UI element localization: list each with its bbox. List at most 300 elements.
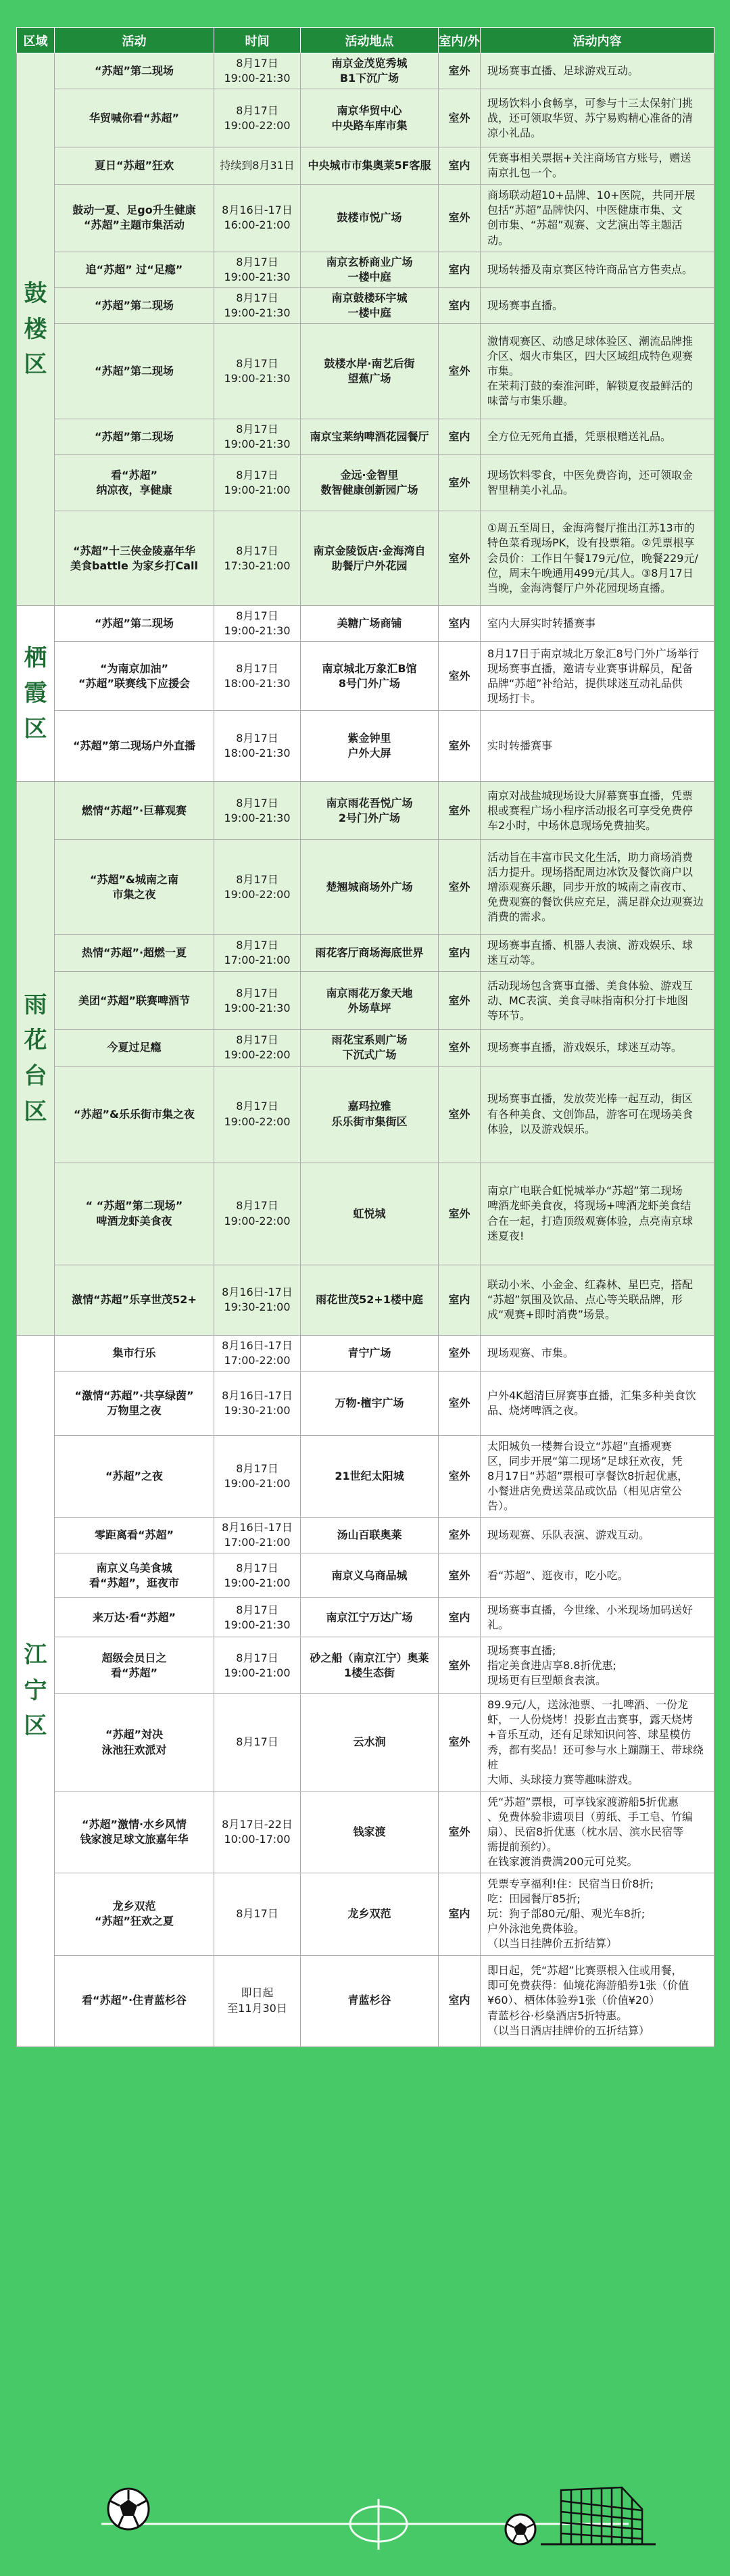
activity-cell	[55, 1955, 214, 2046]
place-cell-line: 南京雨花吾悦广场	[326, 796, 413, 810]
content-cell-line: +音乐互动，还有足球知识问答、球星模仿	[487, 1728, 691, 1741]
content-cell-line: 增添观赛乐趣，同步开放的城南之南夜市、	[487, 880, 694, 893]
indoor-outdoor-cell: 室外	[439, 1335, 481, 1371]
content-cell-line: 户外泳池免费体验。	[487, 1922, 585, 1936]
time-cell-line: 18:00-21:30	[224, 676, 291, 690]
district-name-char: 区	[24, 1712, 47, 1740]
place-cell	[301, 1163, 439, 1265]
time-cell	[214, 1030, 301, 1066]
activity-cell-line: 今夏过足瘾	[107, 1041, 162, 1054]
content-cell	[481, 935, 714, 972]
content-cell-line: 有各种美食、文创饰品，游客可在现场美食	[487, 1107, 694, 1121]
indoor-outdoor-cell: 室内	[439, 1955, 481, 2046]
header-indoor-outdoor: 室内/外	[439, 28, 481, 53]
time-cell-line: 持续到8月31日	[220, 159, 295, 172]
content-cell-line: 扇）、民宿8折优惠（枕水居、滨水民宿等	[487, 1825, 684, 1838]
indoor-outdoor-cell: 室外	[439, 782, 481, 840]
time-cell	[214, 323, 301, 419]
activity-cell-line: 追“苏超” 过“足瘾”	[85, 262, 183, 276]
activity-cell	[55, 1791, 214, 1873]
soccer-ball-icon	[108, 2489, 149, 2529]
table-row	[17, 935, 714, 972]
soccer-ball-icon	[506, 2514, 535, 2544]
content-cell-line: 活动现场包含赛事直播、美食体验、游戏互	[487, 979, 694, 992]
indoor-outdoor-cell: 室外	[439, 840, 481, 935]
content-cell-line: 礼。	[487, 1618, 510, 1631]
time-cell	[214, 1598, 301, 1637]
activity-cell-line: “苏超”&乐乐街市集之夜	[74, 1107, 195, 1121]
content-cell	[481, 252, 714, 287]
district-section	[17, 606, 714, 782]
content-cell-line: 会员价：工作日午餐179元/位，晚餐229元/	[487, 551, 698, 565]
activity-cell	[55, 840, 214, 935]
place-cell	[301, 840, 439, 935]
indoor-outdoor-cell: 室外	[439, 185, 481, 252]
place-cell-line: 一楼中庭	[347, 270, 391, 283]
activity-cell	[55, 782, 214, 840]
activity-cell	[55, 1873, 214, 1955]
time-cell	[214, 711, 301, 782]
content-cell-line: 品、烧烤啤酒之夜。	[487, 1403, 585, 1417]
time-cell-line: 19:00-21:30	[224, 1001, 291, 1014]
content-cell-line: 现场赛事直播;	[487, 1643, 556, 1657]
activity-cell-line: “ “苏超”第二现场”	[85, 1199, 183, 1213]
activity-cell	[55, 53, 214, 89]
place-cell-line: 南京城北万象汇B馆	[322, 661, 417, 675]
activity-cell-line: “苏超”第二现场	[94, 364, 174, 377]
content-cell-line: 联动小米、小金金、红森林、星巴克，搭配	[487, 1278, 694, 1291]
content-cell-line: 战，还可领取华贸、苏宁易购精心准备的清	[487, 111, 694, 124]
content-cell-line: 在钱家渡消费满200元可兑奖。	[487, 1855, 638, 1869]
time-cell-line: 19:00-21:00	[224, 1576, 291, 1589]
place-cell-line: 乐乐街市集街区	[331, 1115, 408, 1128]
time-cell-line: 17:00-21:00	[224, 1536, 291, 1549]
table-row	[17, 1694, 714, 1791]
district-name-char: 台	[24, 1062, 47, 1090]
district-name-char: 鼓	[24, 280, 47, 308]
place-cell-line: 万物·檀宇广场	[335, 1396, 404, 1409]
content-cell-line: 吃：田园餐厅85折;	[487, 1892, 581, 1906]
table-row	[17, 1791, 714, 1873]
indoor-outdoor-cell: 室外	[439, 1066, 481, 1163]
place-cell	[301, 935, 439, 972]
time-cell	[214, 840, 301, 935]
content-cell-line: 看“苏超”、逛夜市，吃小吃。	[487, 1568, 629, 1582]
activity-cell-line: 集市行乐	[112, 1346, 156, 1359]
table-row	[17, 711, 714, 782]
place-cell-line: 外场草坪	[347, 1001, 391, 1014]
time-cell-line: 17:30-21:00	[224, 559, 291, 572]
time-cell	[214, 935, 301, 972]
time-cell	[214, 511, 301, 606]
place-cell-line: 嘉玛拉雅	[347, 1100, 391, 1113]
place-cell	[301, 1066, 439, 1163]
time-cell-line: 8月17日	[236, 57, 278, 70]
indoor-outdoor-cell: 室外	[439, 642, 481, 711]
activity-cell	[55, 1553, 214, 1598]
activity-cell-line: “苏超”第二现场	[94, 64, 174, 78]
place-cell	[301, 1873, 439, 1955]
activity-cell	[55, 455, 214, 511]
content-cell-line: 凭“苏超”票根，可享钱家渡游船5折优惠	[487, 1795, 679, 1808]
time-cell-line: 19:00-21:30	[224, 438, 291, 451]
content-cell-line: 现场转播及南京赛区特许商品官方售卖点。	[487, 262, 694, 276]
place-cell	[301, 1637, 439, 1694]
place-cell-line: 南京江宁万达广场	[326, 1610, 413, 1624]
place-cell-line: 数智健康创新园广场	[320, 484, 418, 497]
content-cell-line: 、免费体验非遗项目（剪纸、手工皂、竹编	[487, 1810, 694, 1823]
activity-cell	[55, 1637, 214, 1694]
indoor-outdoor-cell: 室内	[439, 606, 481, 642]
table-row	[17, 419, 714, 454]
place-cell	[301, 455, 439, 511]
place-cell-line: 8号门外广场	[338, 676, 401, 690]
time-cell-line: 19:00-22:00	[224, 118, 291, 132]
content-cell-line: 成“观赛+即时消费”场景。	[487, 1308, 616, 1321]
time-cell	[214, 1791, 301, 1873]
content-cell-line: 市集。	[487, 364, 520, 377]
time-cell-line: 10:00-17:00	[224, 1832, 291, 1846]
content-cell	[481, 455, 714, 511]
place-cell-line: 一楼中庭	[347, 306, 391, 319]
content-cell-line: 智里精美小礼品。	[487, 484, 575, 497]
content-cell-line: 激情观赛区、动感足球体验区、潮流品牌推	[487, 334, 694, 348]
time-cell-line: 至11月30日	[227, 2001, 287, 2015]
content-cell-line: 消费的需求。	[487, 910, 553, 923]
activity-cell	[55, 1066, 214, 1163]
place-cell-line: 钱家渡	[353, 1825, 386, 1838]
place-cell	[301, 147, 439, 185]
place-cell	[301, 1371, 439, 1435]
content-cell-line: 动、MC表演、美食寻味指南积分打卡地图	[487, 993, 688, 1007]
activity-cell	[55, 147, 214, 185]
content-cell-line: 虾，一人份烧烤！投影直击赛事，露天烧烤	[487, 1713, 694, 1727]
goal-net-icon	[541, 2487, 656, 2544]
content-cell-line: （以当日挂牌价五折结算）	[487, 1937, 618, 1950]
time-cell-line: 8月17日	[236, 1100, 278, 1113]
time-cell	[214, 1163, 301, 1265]
activity-cell-line: “苏超”联赛线下应援会	[78, 676, 191, 690]
district-name-char: 霞	[24, 680, 47, 707]
header-time: 时间	[214, 28, 301, 53]
content-cell	[481, 711, 714, 782]
time-cell	[214, 782, 301, 840]
content-cell-line: 告）。	[487, 1499, 515, 1513]
activity-cell-line: “激情“苏超”·共享绿茵”	[74, 1388, 194, 1402]
table-row	[17, 1553, 714, 1598]
activity-cell-line: 看“苏超”，逛夜市	[89, 1576, 180, 1589]
activity-cell-line: 啤酒龙虾美食夜	[96, 1214, 172, 1227]
district-section	[17, 53, 714, 606]
activity-cell	[55, 1163, 214, 1265]
activity-cell-line: “苏超”十三侠金陵嘉年华	[72, 544, 196, 557]
content-cell-line: ¥60）、栖体体验券1张（价值¥20）	[487, 1994, 660, 2007]
content-cell-line: 秀，都有奖品！还可参与水上蹦蹦王、带球绕桩	[487, 1743, 704, 1771]
content-cell	[481, 185, 714, 252]
content-cell-line: 青蓝杉谷·杉燊酒店5折特惠。	[487, 2009, 628, 2022]
content-cell	[481, 1955, 714, 2046]
time-cell-line: 19:00-21:00	[224, 1666, 291, 1679]
indoor-outdoor-cell: 室外	[439, 455, 481, 511]
time-cell-line: 16:00-21:00	[224, 218, 291, 232]
activity-cell-line: 燃情“苏超”·巨幕观赛	[81, 803, 187, 817]
time-cell-line: 19:00-21:00	[224, 1476, 291, 1490]
place-cell-line: 中央城市市集奥莱5F客服	[308, 159, 431, 172]
content-cell-line: ①周五至周日，金海湾餐厅推出江苏13市的	[487, 521, 695, 535]
time-cell-line: 17:00-22:00	[224, 1353, 291, 1367]
time-cell-line: 17:00-21:00	[224, 954, 291, 967]
activity-cell-line: “苏超”第二现场	[94, 617, 174, 630]
content-cell	[481, 147, 714, 185]
place-cell	[301, 1030, 439, 1066]
time-cell	[214, 1694, 301, 1791]
content-cell-line: 动。	[487, 233, 510, 247]
indoor-outdoor-cell: 室内	[439, 287, 481, 323]
content-cell-line: 体验，以及游戏娱乐。	[487, 1122, 596, 1135]
district-name-char: 楼	[24, 315, 47, 343]
time-cell	[214, 89, 301, 147]
time-cell-line: 19:00-21:30	[224, 371, 291, 385]
time-cell	[214, 147, 301, 185]
content-cell-line: 活动旨在丰富市民文化生活，助力商场消费	[487, 850, 694, 864]
indoor-outdoor-cell: 室内	[439, 1598, 481, 1637]
content-cell-line: 需提前预约）。	[487, 1840, 558, 1853]
content-cell-line: 迷夏夜!	[487, 1229, 525, 1242]
activity-cell-line: “苏超”激情·水乡风情	[81, 1817, 187, 1831]
content-cell-line: 等环节。	[487, 1008, 531, 1022]
time-cell-line: 8月17日	[236, 1561, 278, 1574]
time-cell	[214, 287, 301, 323]
header-place: 活动地点	[301, 28, 439, 53]
activity-cell-line: 鼓动一夏、足go升生健康	[72, 204, 196, 217]
content-cell	[481, 972, 714, 1030]
district-name-char: 区	[24, 1098, 47, 1125]
activity-cell	[55, 606, 214, 642]
content-cell	[481, 1694, 714, 1791]
place-cell	[301, 711, 439, 782]
content-cell-line: 当晚，金海湾餐厅户外花园现场直播。	[487, 581, 672, 594]
content-cell-line: 免费观赛的餐饮供应充足，满足群众边观赛边	[487, 895, 704, 908]
activity-cell	[55, 252, 214, 287]
content-cell	[481, 642, 714, 711]
activity-cell	[55, 1030, 214, 1066]
time-cell	[214, 1955, 301, 2046]
content-cell-line: 南京对战盐城现场设大屏幕赛事直播，凭票	[487, 789, 694, 802]
place-cell	[301, 1335, 439, 1371]
indoor-outdoor-cell: 室外	[439, 972, 481, 1030]
place-cell-line: 雨花世茂52+1楼中庭	[316, 1293, 423, 1307]
place-cell	[301, 419, 439, 454]
content-cell-line: 凭赛事相关票据+关注商场官方账号，赠送	[487, 151, 691, 165]
table-row	[17, 972, 714, 1030]
table-row	[17, 252, 714, 287]
indoor-outdoor-cell: 室外	[439, 711, 481, 782]
time-cell-line: 8月17日	[236, 1735, 278, 1749]
table-row	[17, 1371, 714, 1435]
time-cell-line: 19:00-21:30	[224, 306, 291, 319]
content-cell	[481, 323, 714, 419]
district-section	[17, 782, 714, 1335]
content-cell	[481, 511, 714, 606]
content-cell-line: 合在一起，打造顶级观赛体验，点亮南京球	[487, 1214, 694, 1227]
table-row	[17, 511, 714, 606]
time-cell-line: 即日起	[241, 1986, 274, 2000]
content-cell	[481, 1163, 714, 1265]
content-cell-line: 现场赛事直播、机器人表演、游戏娱乐、球	[487, 939, 694, 952]
table-row	[17, 1066, 714, 1163]
activity-cell	[55, 511, 214, 606]
time-cell-line: 19:00-21:30	[224, 1618, 291, 1631]
indoor-outdoor-cell: 室内	[439, 1265, 481, 1335]
time-cell-line: 19:00-22:00	[224, 887, 291, 901]
place-cell	[301, 972, 439, 1030]
place-cell	[301, 1553, 439, 1598]
content-cell-line: 品牌“苏超”补给站，提供球迷互动礼品供	[487, 676, 683, 690]
content-cell	[481, 1335, 714, 1371]
activity-cell	[55, 1371, 214, 1435]
content-cell	[481, 1371, 714, 1435]
place-cell-line: 鼓楼市悦广场	[337, 211, 402, 225]
place-cell-line: 南京金茂览秀城	[331, 57, 408, 70]
table-row	[17, 606, 714, 642]
content-cell-line: 介区、烟火市集区，四大区域组成特色观赛	[487, 349, 694, 362]
table-row	[17, 455, 714, 511]
place-cell-line: 南京雨花万象天地	[326, 986, 413, 1000]
time-cell-line: 8月17日	[236, 732, 278, 745]
time-cell	[214, 642, 301, 711]
content-cell-line: 迷互动等。	[487, 954, 542, 967]
activity-cell-line: 美食battle 为家乡打Call	[70, 559, 198, 572]
place-cell-line: 南京金陵饭店·金海湾自	[313, 544, 426, 557]
activity-cell-line: “苏超”主题市集活动	[83, 218, 185, 232]
activity-cell	[55, 935, 214, 972]
time-cell	[214, 1265, 301, 1335]
place-cell-line: 紫金钟里	[347, 732, 391, 745]
place-cell-line: 雨花宝系则广场	[331, 1033, 408, 1047]
district-name-char: 区	[24, 716, 47, 743]
district-name	[17, 1335, 55, 2046]
time-cell-line: 8月17日	[236, 469, 278, 482]
indoor-outdoor-cell: 室内	[439, 935, 481, 972]
activity-cell-line: “为南京加油”	[99, 661, 169, 675]
activity-cell-line: 激情“苏超”乐享世茂52+	[72, 1293, 197, 1307]
activity-cell-line: 零距离看“苏超”	[94, 1528, 174, 1542]
header-activity: 活动	[55, 28, 214, 53]
content-cell	[481, 419, 714, 454]
place-cell	[301, 53, 439, 89]
place-cell	[301, 252, 439, 287]
time-cell-line: 8月17日	[236, 255, 278, 268]
table-row	[17, 782, 714, 840]
header-district: 区域	[17, 28, 55, 53]
indoor-outdoor-cell: 室外	[439, 1030, 481, 1066]
table-row	[17, 1435, 714, 1517]
table-row	[17, 287, 714, 323]
indoor-outdoor-cell: 室内	[439, 1873, 481, 1955]
activity-cell-line: “苏超”第二现场	[94, 429, 174, 443]
district-name-char: 区	[24, 351, 47, 379]
content-cell-line: 活力提升。现场搭配周边冰饮及餐饮商户以	[487, 865, 694, 879]
activity-cell	[55, 323, 214, 419]
place-cell	[301, 1598, 439, 1637]
activity-cell-line: “苏超”第二现场	[94, 298, 174, 312]
time-cell	[214, 1335, 301, 1371]
district-name-char: 宁	[24, 1677, 47, 1704]
activity-cell	[55, 642, 214, 711]
content-cell-line: 实时转播赛事	[487, 739, 553, 753]
events-table	[16, 27, 714, 2047]
footer-decoration	[0, 2428, 730, 2576]
table-row	[17, 323, 714, 419]
content-cell-line: 啤酒龙虾美食夜，将现场+啤酒龙虾美食结	[487, 1199, 691, 1213]
place-cell-line: 2号门外广场	[338, 811, 401, 824]
district-name	[17, 606, 55, 782]
indoor-outdoor-cell: 室内	[439, 147, 481, 185]
time-cell-line: 8月17日	[236, 939, 278, 952]
time-cell-line: 8月17日	[236, 872, 278, 886]
time-cell	[214, 455, 301, 511]
content-cell-line: 即可免费获得：仙境花海游船券1张（价值	[487, 1979, 689, 1992]
district-name-char: 雨	[24, 991, 47, 1018]
content-cell-line: 特色菜肴现场PK，设有投票箱。②凭票根享	[487, 536, 695, 550]
content-cell-line: 户外4K超清巨屏赛事直播，汇集多种美食饮	[487, 1388, 696, 1402]
indoor-outdoor-cell: 室外	[439, 511, 481, 606]
time-cell-line: 19:00-22:00	[224, 1048, 291, 1062]
content-cell	[481, 1518, 714, 1553]
time-cell-line: 8月17日	[236, 1461, 278, 1475]
time-cell-line: 8月17日	[236, 1033, 278, 1047]
time-cell-line: 8月17日	[236, 544, 278, 557]
events-table-sheet	[16, 27, 714, 2047]
place-cell-line: 青宁广场	[347, 1346, 391, 1359]
activity-cell-line: 纳凉夜，享健康	[96, 484, 172, 497]
time-cell-line: 19:00-21:30	[224, 72, 291, 85]
content-cell	[481, 89, 714, 147]
indoor-outdoor-cell: 室内	[439, 419, 481, 454]
place-cell-line: 望蕉广场	[347, 371, 391, 385]
content-cell-line: 现场饮料小食畅享，可参与十三太保射门挑	[487, 96, 694, 110]
time-cell-line: 19:00-22:00	[224, 1115, 291, 1128]
activity-cell	[55, 1335, 214, 1371]
content-cell	[481, 1435, 714, 1517]
time-cell-line: 8月17日	[236, 1651, 278, 1664]
place-cell-line: 南京义乌商品城	[331, 1568, 408, 1582]
content-cell-line: 室内大屏实时转播赛事	[487, 617, 596, 630]
content-cell-line: 指定美食进店享8.8折优惠;	[487, 1658, 616, 1672]
indoor-outdoor-cell: 室内	[439, 252, 481, 287]
time-cell-line: 8月16日-17日	[222, 1388, 293, 1402]
activity-cell	[55, 972, 214, 1030]
content-cell	[481, 1598, 714, 1637]
time-cell-line: 8月17日	[236, 356, 278, 370]
content-cell	[481, 606, 714, 642]
table-row	[17, 147, 714, 185]
table-row	[17, 1637, 714, 1694]
content-cell-line: 89.9元/人，送泳池票、一扎啤酒、一份龙	[487, 1698, 689, 1712]
indoor-outdoor-cell: 室外	[439, 1371, 481, 1435]
time-cell-line: 8月17日	[236, 103, 278, 117]
activity-cell-line: 超级会员日之	[101, 1651, 167, 1664]
activity-cell	[55, 1265, 214, 1335]
table-row	[17, 1873, 714, 1955]
activity-cell-line: “苏超”狂欢之夏	[94, 1915, 174, 1928]
content-cell-line: 味蕾与市集乐趣。	[487, 394, 575, 408]
place-cell-line: 南京宝莱纳啤酒花园餐厅	[310, 429, 429, 443]
district-name	[17, 782, 55, 1335]
place-cell	[301, 185, 439, 252]
time-cell-line: 19:30-21:00	[224, 1301, 291, 1314]
place-cell-line: 1楼生态街	[343, 1666, 395, 1679]
